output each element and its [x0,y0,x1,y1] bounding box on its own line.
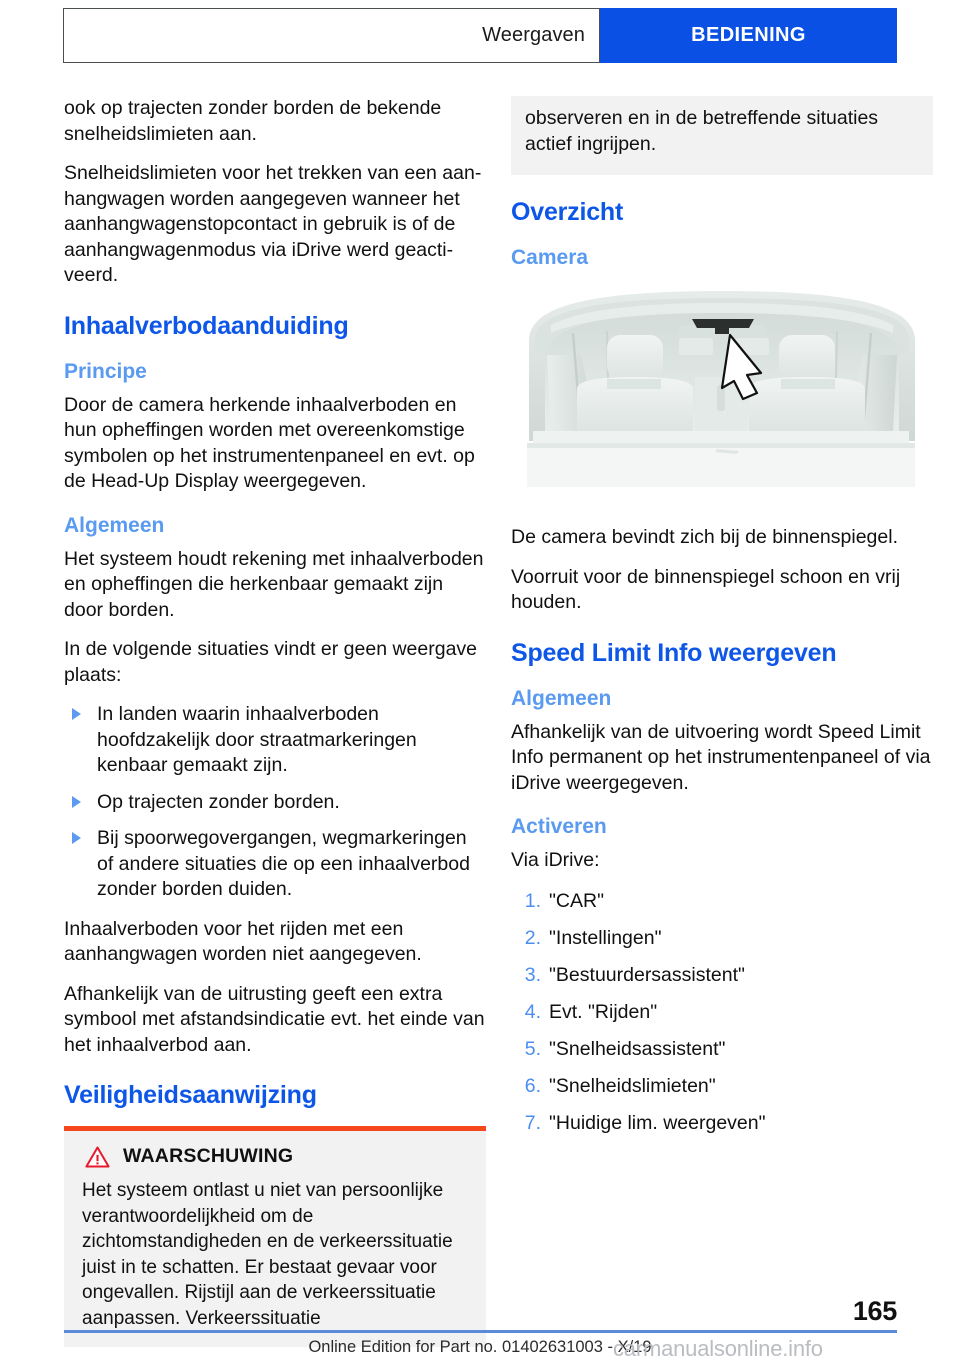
page-number: 165 [852,1296,897,1326]
list-item-label: Op trajecten zonder borden. [97,790,340,813]
warning-text: Het systeem ontlast u niet van persoonlijke verantwoordelijkheid om de zichtomstandigheden en de verkeerssituatie juist in te schatten. Er bestaat gevaar voor ongevallen. Rijstijl aan de verkeerssituatie aanpassen. Verkeerssituatie [82,1180,453,1329]
paragraph-algemeen-right: Afhankelijk van de uitvoering wordt Speed Limit Info permanent op het instrumentenpaneel of via iDrive weergegeven. [511,720,931,794]
list-item [511,925,933,951]
paragraph-algemeen-1: Het systeem houdt rekening met inhaalverboden en opheffingen die herkenbaar gemaakt zijn door borden. [64,547,484,621]
paragraph-algemeen-4: Afhankelijk van de uitrusting geeft een extra symbool met afstandsindicatie evt. het einde van het inhaalverbod aan. [64,982,485,1056]
step-label: "Snelheidslimieten" [549,1074,716,1097]
page-footer [0,1296,960,1362]
heading-overzicht: Overzicht [511,198,624,226]
numbered-step-list [511,888,933,1136]
paragraph-carryover-1: ook op trajecten zonder borden de bekende snelheidslimieten aan. [64,97,442,145]
page-header [63,8,897,63]
paragraph-carryover-2: Snelheidslimieten voor het trekken van een aan-hangwagen worden aangegeven wanneer het aanhangwagenstopcontact in gebruik is of de aanhangwagenmodus via iDrive werd geacti-veerd. [64,162,482,286]
list-item [511,1073,933,1099]
section-tab [600,8,897,63]
paragraph-algemeen-2: In de volgende situaties vindt er geen weergave plaats: [64,638,478,686]
step-label: "CAR" [549,889,605,912]
warning-triangle-icon [85,1146,110,1168]
paragraph-camera-2: Voorruit voor de binnenspiegel schoon en vrij houden. [511,565,901,613]
list-item [511,888,933,914]
triangle-bullet-icon [72,708,81,720]
step-label: "Instellingen" [549,926,662,949]
step-label: Evt. "Rijden" [549,1000,658,1023]
triangle-bullet-icon [72,796,81,808]
step-label: "Huidige lim. weergeven" [549,1111,766,1134]
step-number: 6. [524,1074,541,1097]
warning-box-continued [511,96,933,175]
list-item [511,1110,933,1136]
list-item [64,790,486,816]
subheading-camera: Camera [511,246,589,269]
warning-title: WAARSCHUWING [123,1145,294,1167]
left-column [64,96,486,1347]
paragraph-principe: Door de camera herkende inhaalverboden en hun opheffingen worden met overeenkomstige symbolen op het instrumentenpaneel en evt. op de Head-Up Display weergegeven. [64,393,475,492]
heading-veiligheidsaanwijzing: Veiligheidsaanwijzing [64,1081,317,1109]
list-item-label: Bij spoorwegovergangen, wegmarkeringen of andere situaties die op een inhaalverbod zonder borden duiden. [97,827,470,900]
list-item [64,702,486,779]
right-column [511,96,933,1147]
warning-title-row [82,1145,468,1168]
list-item-label: In landen waarin inhaalverboden hoofdzakelijk door straatmarkeringen kenbaar gemaakt zijn. [97,703,417,776]
watermark: carmanualsonline.info [613,1336,823,1361]
subheading-activeren: Activeren [511,815,607,838]
paragraph-camera-1: De camera bevindt zich bij de binnenspiegel. [511,526,898,548]
list-item [511,999,933,1025]
heading-speed-limit-info: Speed Limit Info weergeven [511,638,837,667]
subheading-algemeen-right: Algemeen [511,686,612,710]
step-number: 2. [524,926,541,949]
paragraph-algemeen-3: Inhaalverboden voor het rijden met een aanhangwagen worden niet aangegeven. [64,917,422,965]
edition-note: Online Edition for Part no. 01402631003 - X/19 [308,1338,652,1356]
heading-inhaalverbodaanduiding: Inhaalverbodaanduiding [64,311,349,340]
step-number: 5. [524,1037,541,1060]
step-number: 1. [524,889,541,912]
subheading-principe: Principe [64,359,147,383]
breadcrumb [63,8,600,63]
triangle-bullet-icon [72,832,81,844]
section-tab-label: BEDIENING [691,24,806,46]
step-label: "Snelheidsassistent" [549,1037,726,1060]
subheading-algemeen-left: Algemeen [64,513,165,537]
breadcrumb-label: Weergaven [482,24,585,46]
warning-continued-text: observeren en in de betreffende situaties actief ingrijpen. [525,107,879,155]
step-number: 7. [524,1111,541,1134]
list-item [511,962,933,988]
step-number: 4. [524,1000,541,1023]
list-item [511,1036,933,1062]
footer-divider [64,1330,897,1333]
bullet-list [64,702,486,903]
car-interior-camera-location-illustration [511,281,933,505]
step-number: 3. [524,963,541,986]
step-label: "Bestuurdersassistent" [549,963,745,986]
paragraph-activeren-intro: Via iDrive: [511,849,600,871]
list-item [64,826,486,903]
